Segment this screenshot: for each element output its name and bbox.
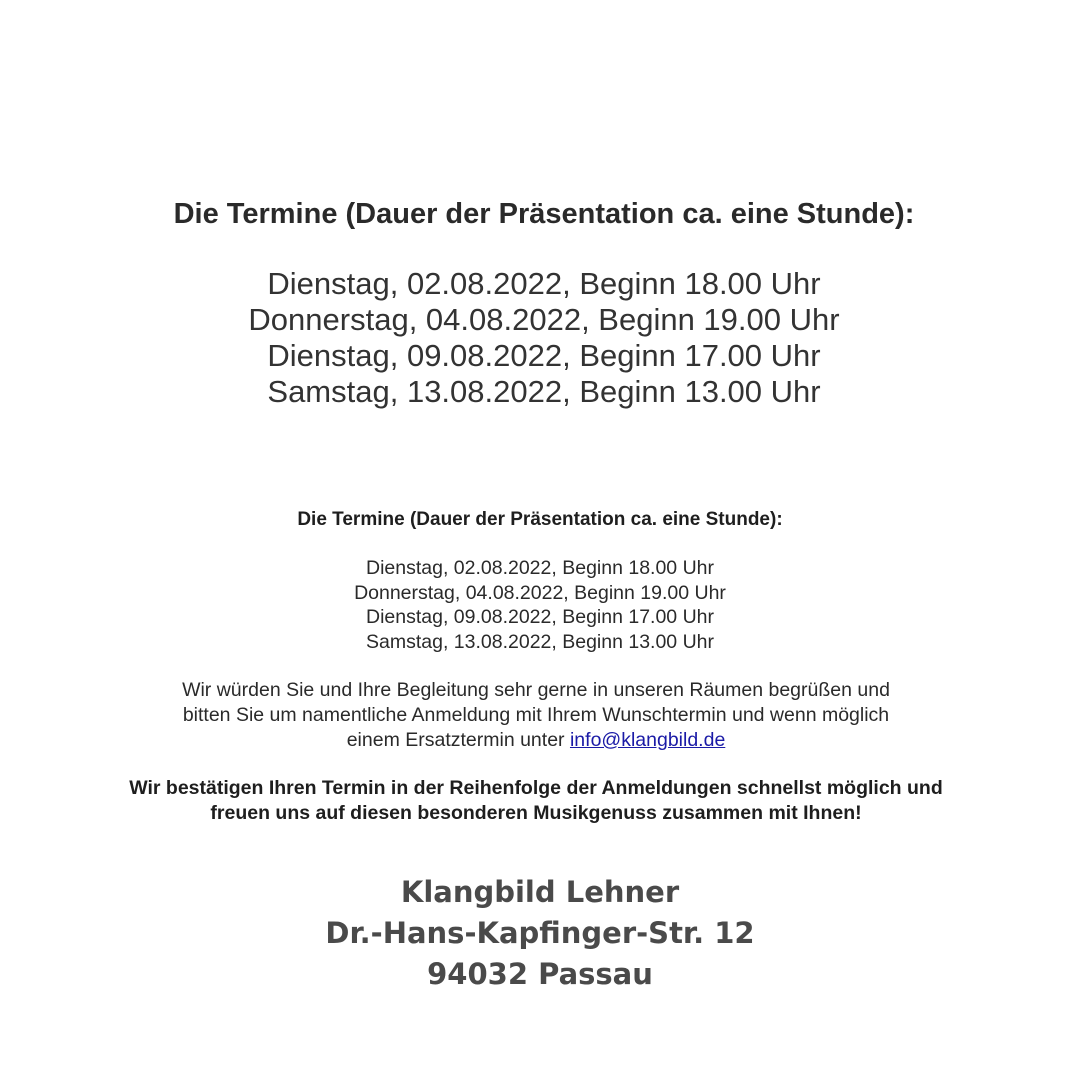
small-date-item: Dienstag, 09.08.2022, Beginn 17.00 Uhr: [365, 606, 714, 628]
small-date-item: Samstag, 13.08.2022, Beginn 13.00 Uhr: [366, 630, 714, 653]
invitation-line: [0, 728, 1076, 753]
address-block: [0, 872, 1080, 995]
invitation-line: Wir würden Sie und Ihre Begleitung sehr gerne in unseren Räumen begrüßen und: [182, 679, 890, 701]
small-section-heading: Die Termine (Dauer der Präsentation ca. eine Stunde):: [297, 509, 783, 530]
confirmation-paragraph: [0, 776, 1076, 826]
company-name: Klangbild Lehner: [400, 875, 680, 909]
confirmation-line: Wir bestätigen Ihren Termin in der Reihenfolge der Anmeldungen schnellst möglich und: [129, 777, 943, 799]
city-postcode: 94032 Passau: [427, 957, 653, 991]
large-date-item: Dienstag, 09.08.2022, Beginn 17.00 Uhr: [267, 338, 821, 373]
large-date-item: Dienstag, 02.08.2022, Beginn 18.00 Uhr: [267, 266, 821, 301]
confirmation-line: freuen uns auf diesen besonderen Musikgenuss zusammen mit Ihnen!: [210, 802, 862, 824]
small-dates-list: [0, 556, 1080, 654]
large-date-item: Samstag, 13.08.2022, Beginn 13.00 Uhr: [267, 374, 821, 409]
large-section-heading: Die Termine (Dauer der Präsentation ca. eine Stunde):: [173, 198, 915, 230]
small-date-item: Dienstag, 02.08.2022, Beginn 18.00 Uhr: [365, 557, 714, 579]
street-address: Dr.-Hans-Kapfinger-Str. 12: [325, 916, 755, 950]
large-date-item: Donnerstag, 04.08.2022, Beginn 19.00 Uhr: [248, 302, 840, 337]
invitation-paragraph: [0, 678, 1076, 753]
small-date-item: Donnerstag, 04.08.2022, Beginn 19.00 Uhr: [354, 581, 726, 604]
invitation-line: bitten Sie um namentliche Anmeldung mit Ihrem Wunschtermin und wenn möglich: [182, 704, 890, 726]
email-link[interactable]: info@klangbild.de: [569, 729, 726, 751]
invitation-line-prefix: einem Ersatztermin unter: [346, 729, 570, 751]
large-dates-list: [4, 266, 1080, 410]
